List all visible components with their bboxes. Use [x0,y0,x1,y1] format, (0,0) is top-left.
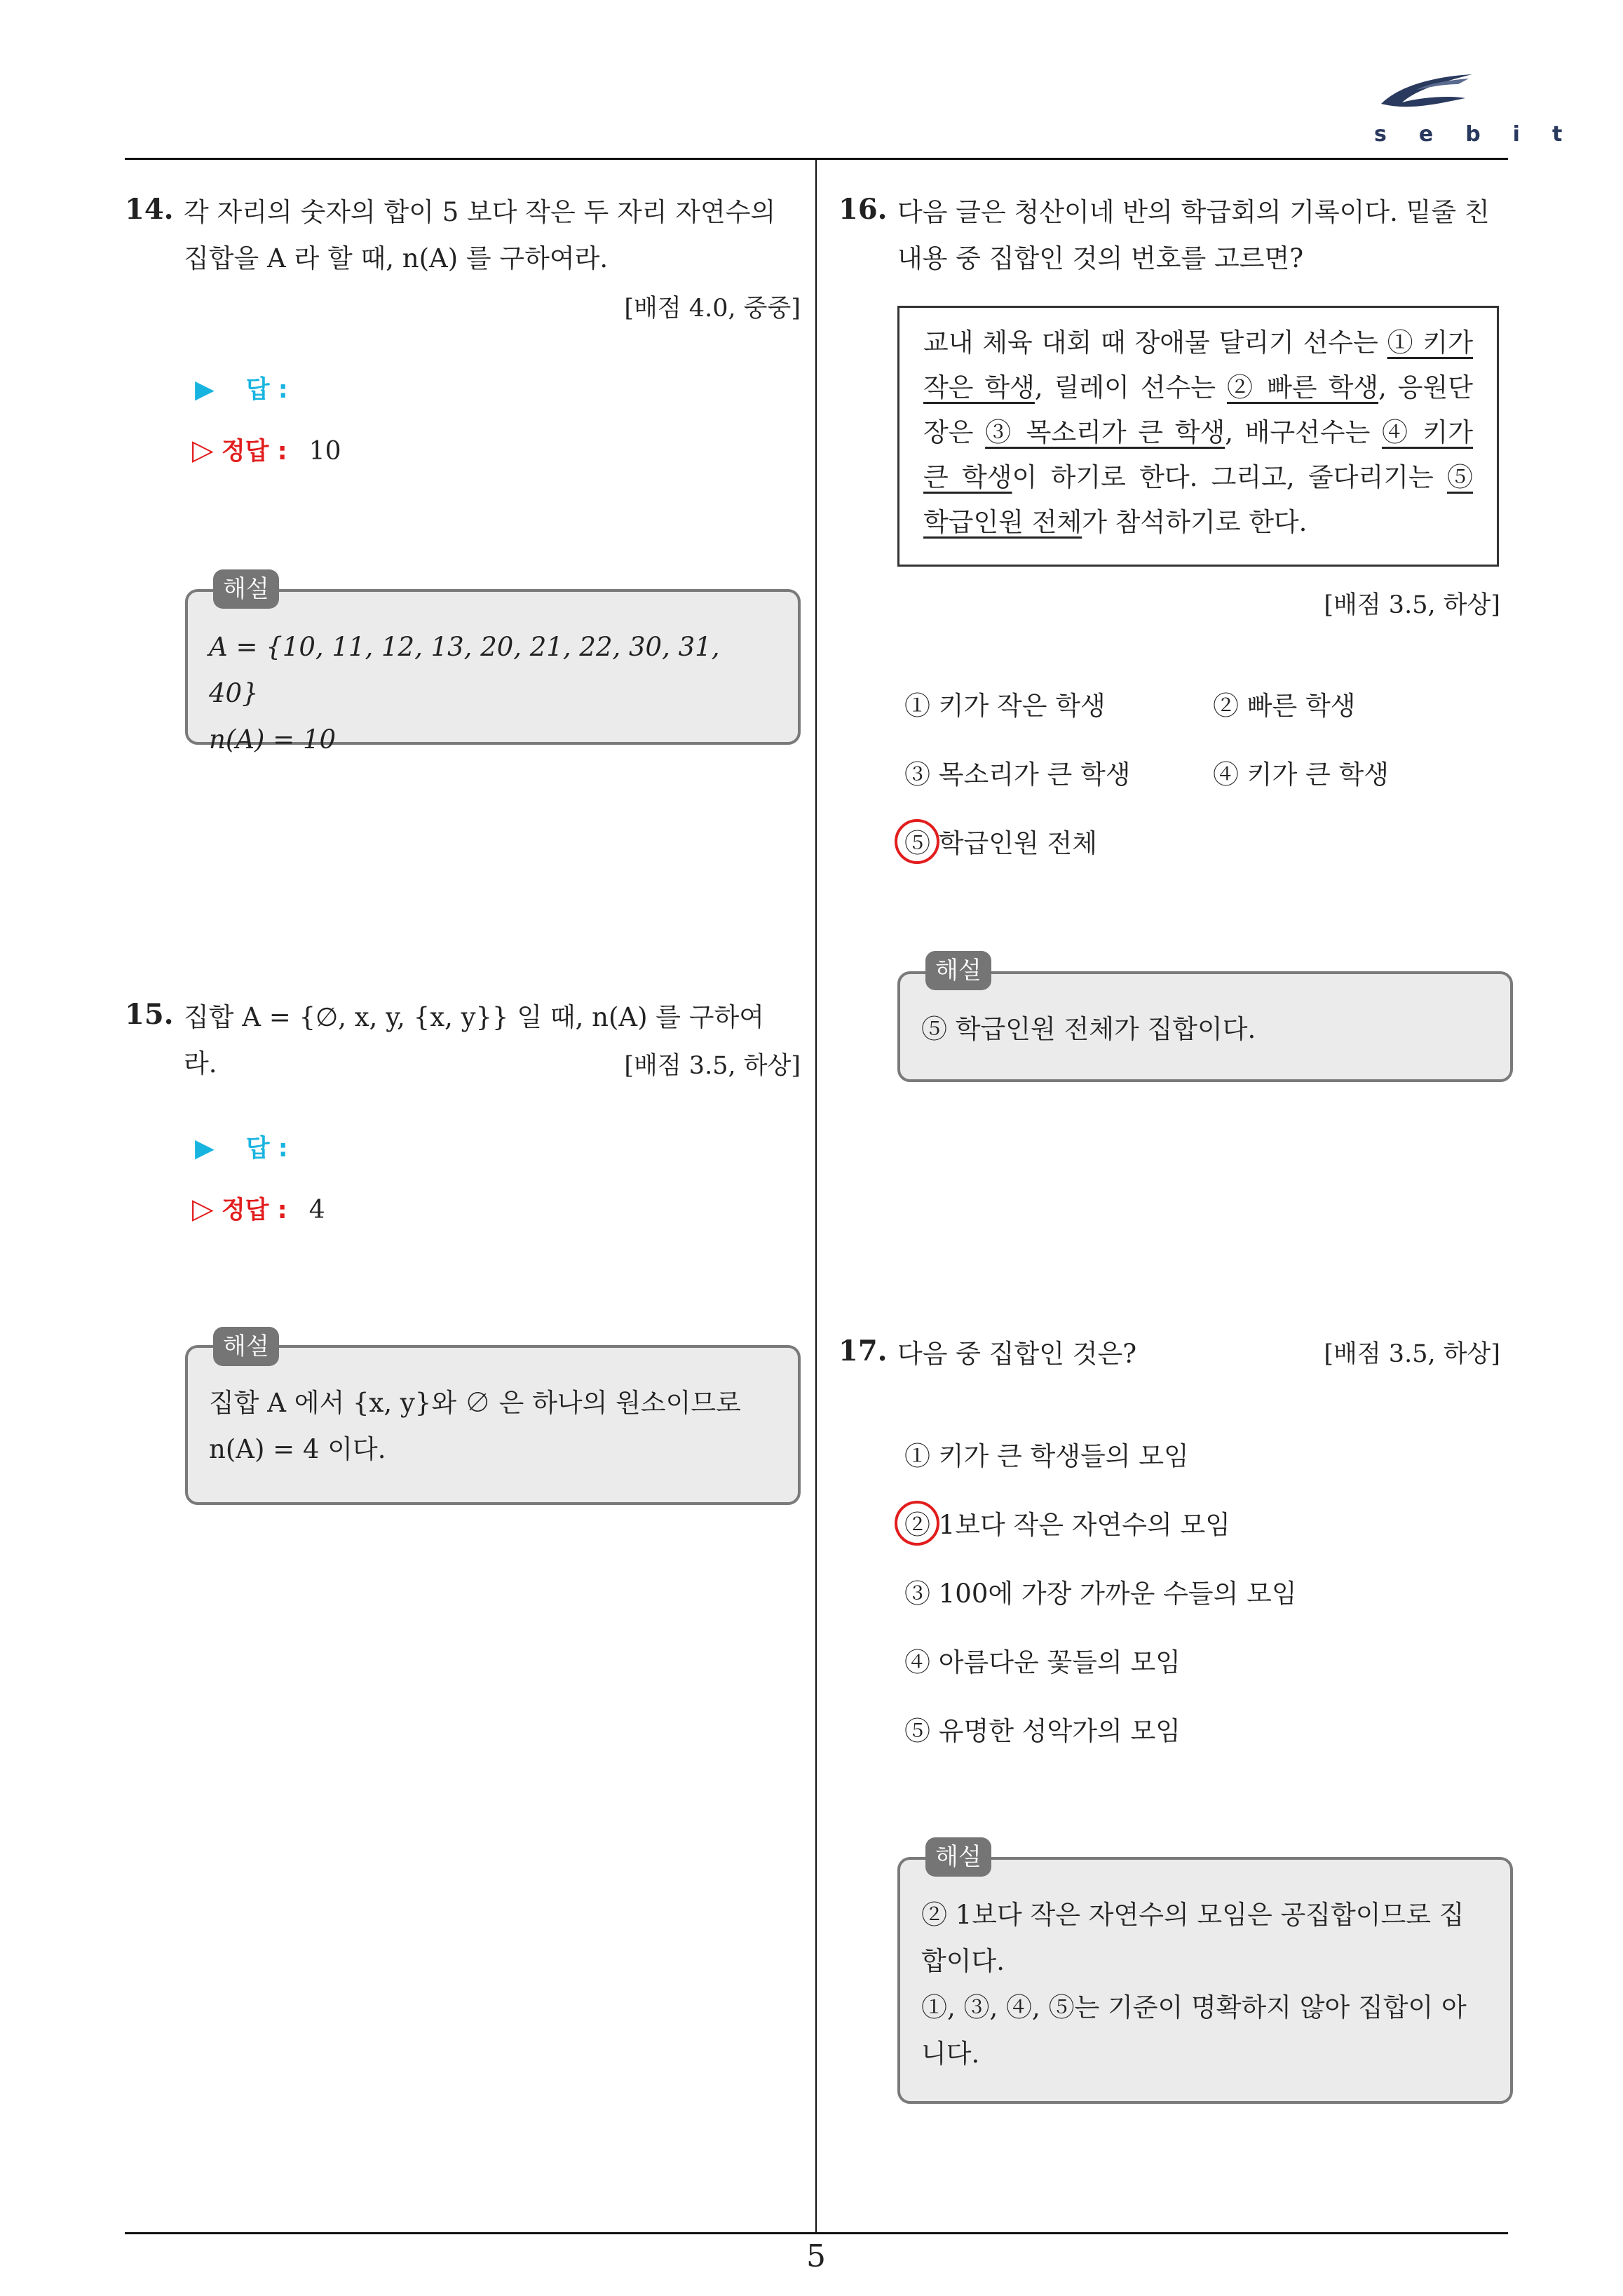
q17-choice-4[interactable]: ④ 아름다운 꽃들의 모임 [904,1647,1181,1677]
passage-underline-1: ① 키가 작은 학생 [923,327,1473,403]
passage-underline-2: ② 빠른 학생 [1227,372,1379,403]
q15-line1: 집합 A = {∅, x, y, {x, y}} 일 때, n(A) 를 구하여 [184,1002,765,1032]
q14-points: [배점 4.0, 중중] [624,295,801,323]
q17-choice-5[interactable]: ⑤ 유명한 성악가의 모임 [904,1716,1181,1746]
column-divider [815,160,817,2232]
q14-correct-label: 정답 : [221,438,287,466]
q14-text [184,189,801,282]
q16-text [897,189,1514,282]
q14-explanation-tag: 해설 [213,569,279,609]
q16-choice-3[interactable]: ③ 목소리가 큰 학생 [904,759,1131,790]
passage-text: 교내 체육 대회 때 장애물 달리기 선수는 [923,327,1378,358]
passage-text: 이 하기로 한다. 그리고, 줄다리기는 [1012,462,1447,492]
q16-explanation-tag: 해설 [925,951,991,990]
q17-choice-1[interactable]: ① 키가 큰 학생들의 모임 [904,1441,1189,1471]
q16-choice-1[interactable]: ① 키가 작은 학생 [904,691,1106,721]
q17-points: [배점 3.5, 하상] [1324,1340,1500,1368]
q16-points: [배점 3.5, 하상] [1324,591,1500,619]
q17-exp-line1: ② 1보다 작은 자연수의 모임은 공집합이므로 집 [921,1900,1465,1930]
q15-answer-row[interactable] [195,1129,288,1164]
play-arrow-icon: ▶ [195,1134,215,1163]
q16-explanation-box [897,971,1513,1082]
q15-correct-value: 4 [308,1196,325,1224]
q17-text [897,1331,1318,1377]
play-arrow-icon: ▶ [195,375,215,404]
q14-line1: 각 자리의 숫자의 합이 5 보다 작은 두 자리 자연수의 [184,197,776,227]
passage-text: , 릴레이 선수는 [1034,372,1227,403]
q17-exp-line4: 니다. [921,2039,980,2069]
passage-text: , 응원단장은 [923,372,1474,447]
q17-exp-line3: ①, ③, ④, ⑤는 기준이 명확하지 않아 집합이 아 [921,1992,1467,2022]
passage-text: 가 참석하기로 한다. [1082,507,1308,537]
q15-explanation-box [185,1345,801,1505]
q17-choice-3[interactable]: ③ 100에 가장 가까운 수들의 모임 [904,1579,1297,1609]
passage-underline-5: ⑤ 학급인원 전체 [923,462,1473,537]
q15-line2: 라. [184,1048,217,1079]
q15-points: [배점 3.5, 하상] [624,1052,801,1080]
q16-choice-2[interactable]: ② 빠른 학생 [1213,691,1356,721]
q14-line2: 집합을 A 라 할 때, n(A) 를 구하여라. [184,243,609,274]
q17-line1: 다음 중 집합인 것은? [897,1339,1137,1369]
passage-underline-3: ③ 목소리가 큰 학생 [985,417,1225,447]
q17-choice-2[interactable] [904,1508,1230,1543]
q17-exp-line2: 합이다. [921,1946,1005,1976]
q16-choice-5-label: ⑤ 학급인원 전체 [904,828,1097,858]
q14-correct-row [192,432,341,467]
sebit-logo [1360,69,1595,153]
answer-circle-mark [895,1501,939,1546]
outline-arrow-icon: ▷ [192,1193,214,1225]
q14-correct-value: 10 [308,437,341,466]
q15-explanation-tag: 해설 [213,1327,279,1366]
page-number: 5 [806,2238,826,2274]
q16-choice-5[interactable] [904,826,1097,861]
q15-correct-row [192,1191,325,1226]
q16-exp-line1: ⑤ 학급인원 전체가 집합이다. [921,1014,1256,1044]
q14-explanation-box [185,589,801,755]
q16-number: 16. [838,193,888,226]
answer-circle-mark [895,819,939,864]
passage-text: , 배구선수는 [1225,417,1382,447]
q16-passage [897,306,1499,567]
q16-choice-4[interactable]: ④ 키가 큰 학생 [1213,759,1389,790]
q17-choice-2-label: ② 1보다 작은 자연수의 모임 [904,1510,1231,1540]
q14-exp-line2: n(A) = 10 [209,724,337,755]
q16-line1: 다음 글은 청산이네 반의 학급회의 기록이다. 밑줄 친 [897,197,1490,227]
q17-explanation-box [897,1857,1513,2104]
q16-line2: 내용 중 집합인 것의 번호를 고르면? [897,243,1304,274]
q15-number: 15. [125,998,174,1031]
q14-exp-line1: A = {10, 11, 12, 13, 20, 21, 22, 30, 31, 40} [209,632,720,708]
q14-answer-row[interactable] [195,370,288,405]
q14-answer-label: 답 : [245,376,288,404]
q15-answer-label: 답 : [245,1135,288,1163]
q15-correct-label: 정답 : [221,1196,287,1224]
passage-underline-4: ④ 키가 큰 학생 [923,417,1473,492]
q15-exp-line1: 집합 A 에서 {x, y}와 ∅ 은 하나의 원소이므로 [209,1388,741,1418]
q17-number: 17. [838,1335,888,1368]
q14-number: 14. [125,193,174,226]
logo-wordmark: sebit [1374,122,1595,147]
q17-explanation-tag: 해설 [925,1837,991,1877]
outline-arrow-icon: ▷ [192,434,214,466]
q15-exp-line2: n(A) = 4 이다. [209,1434,386,1464]
footer-rule [125,2232,1508,2234]
